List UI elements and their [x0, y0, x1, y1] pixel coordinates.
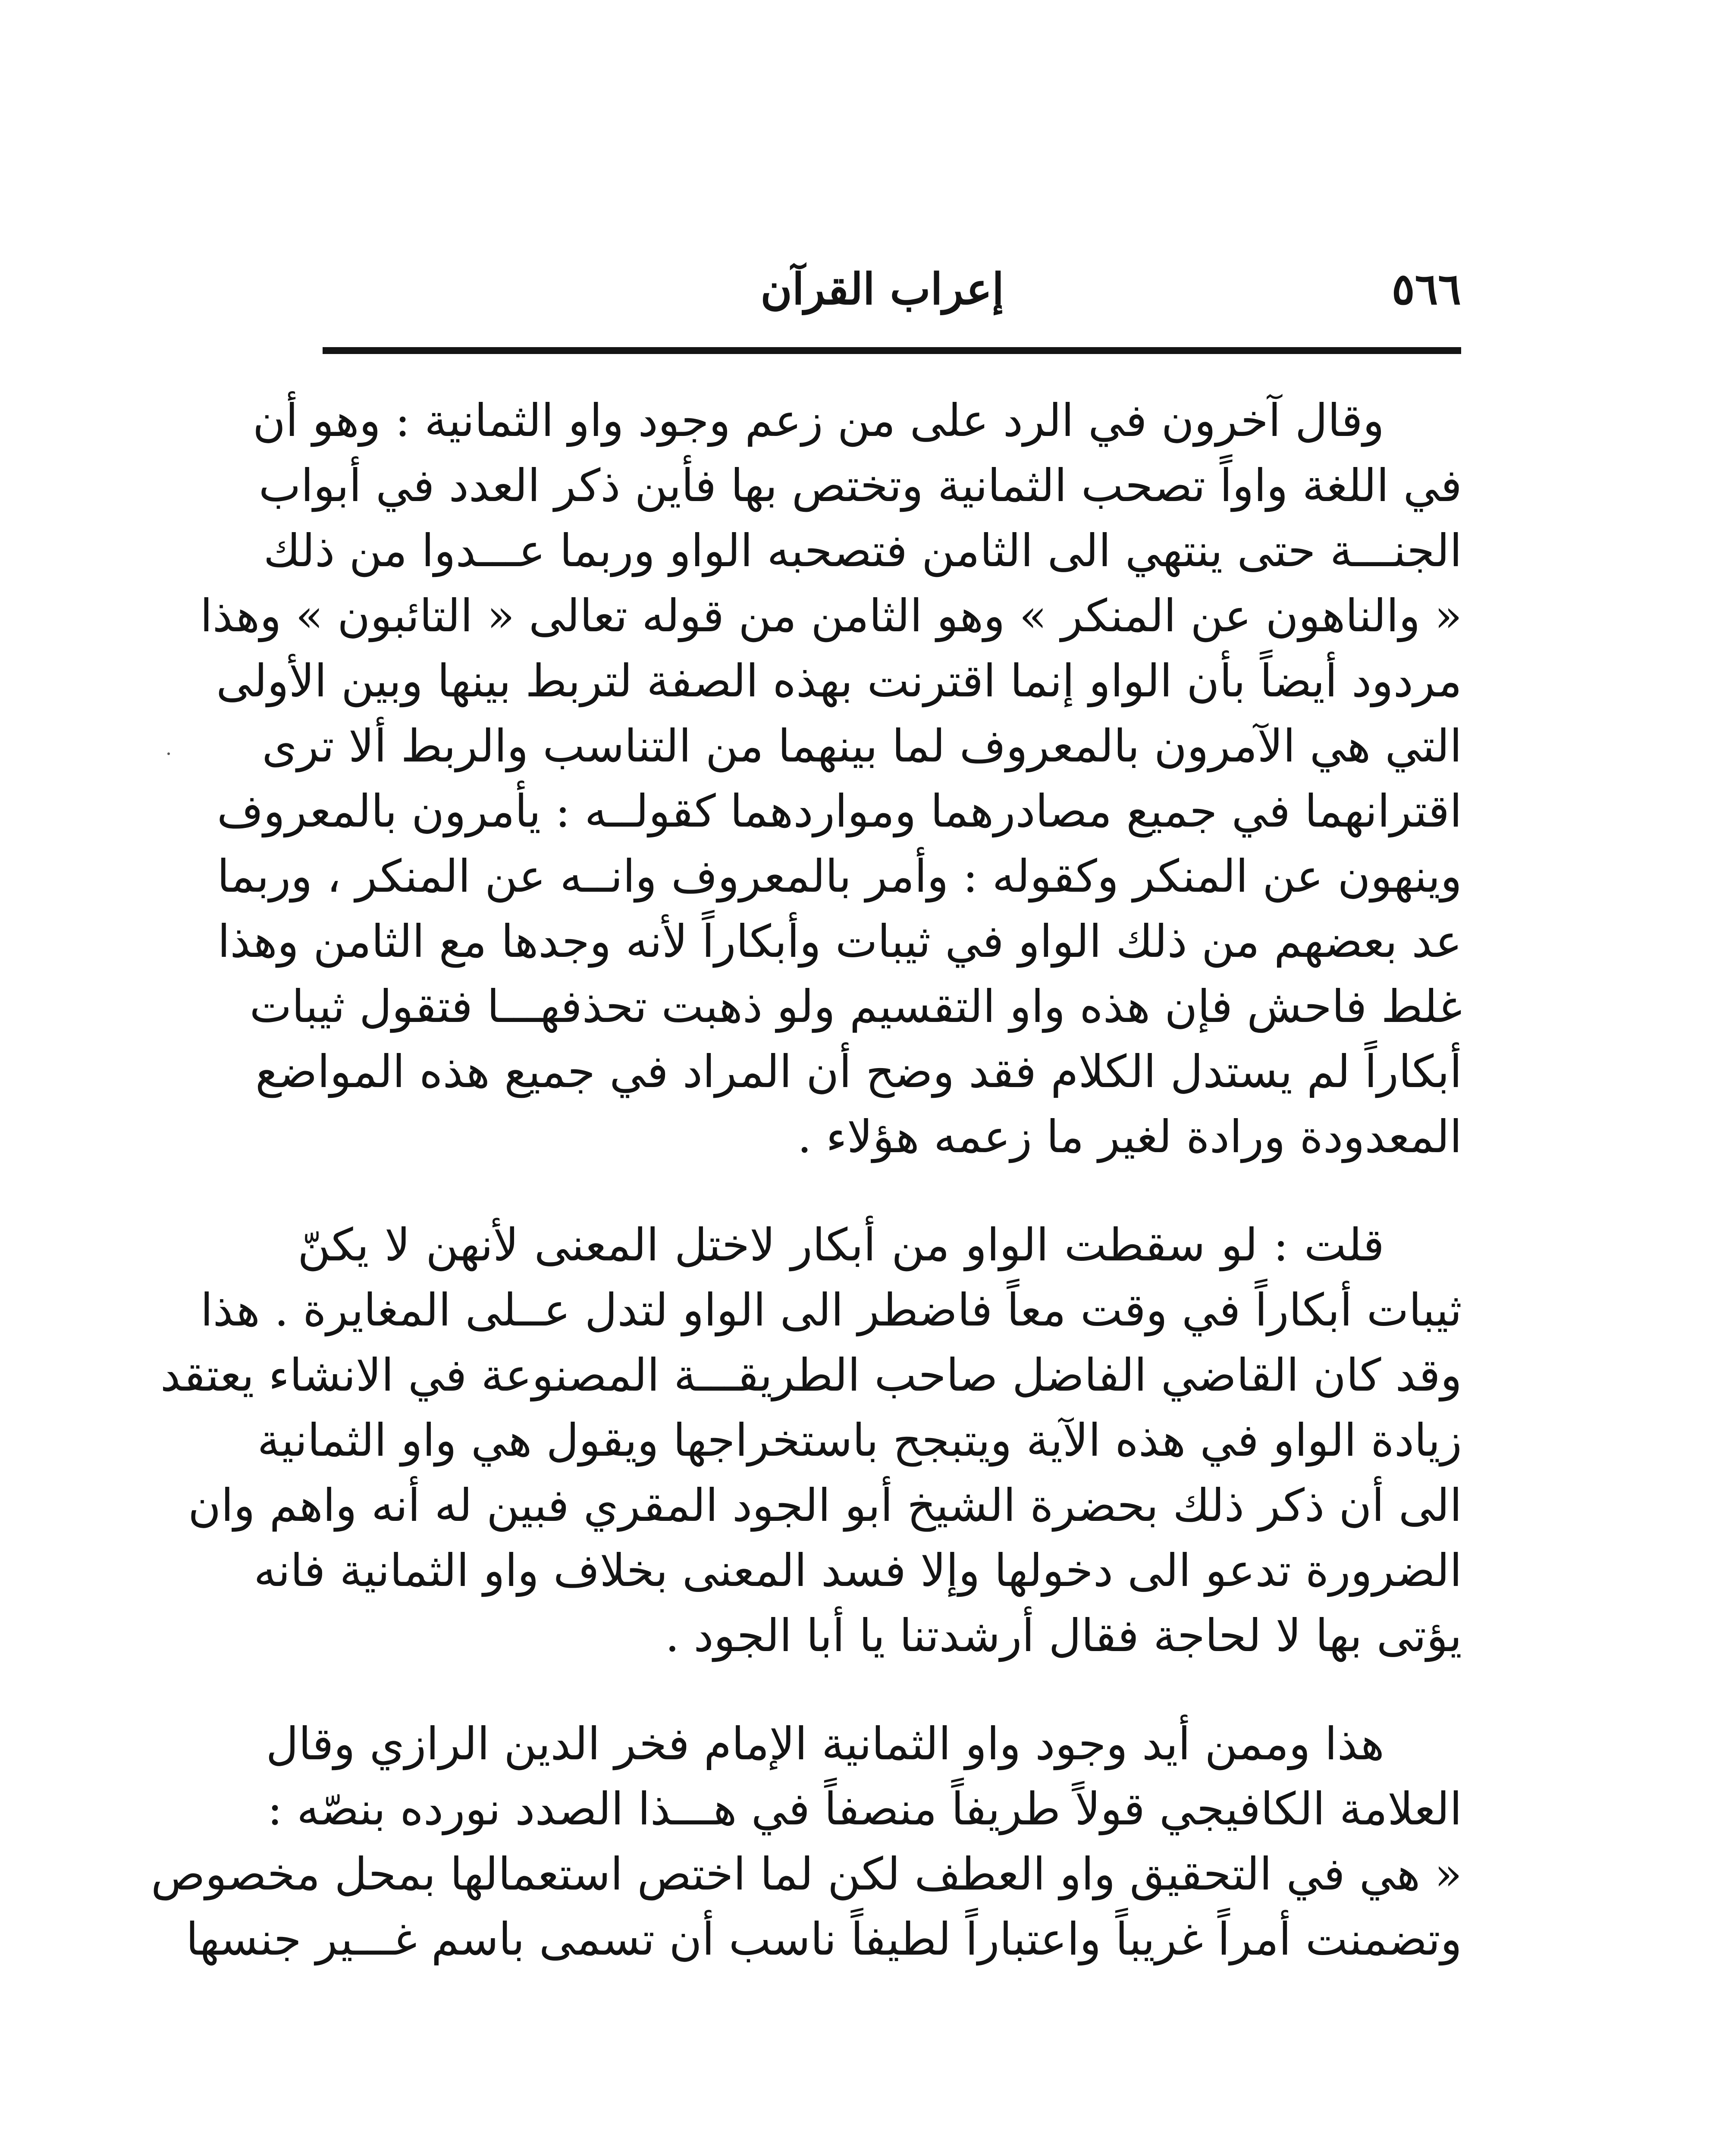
page-header — [323, 250, 1461, 328]
running-title: إعراب القرآن — [760, 263, 1004, 314]
body-text — [151, 388, 1462, 1972]
text-line: أبكاراً لم يستدل الكلام فقد وضح أن المراد في جميع هذه المواضع — [255, 1045, 1462, 1098]
text-line: العلامة الكافيجي قولاً طريفاً منصفاً في هـــذا الصدد نورده بنصّه : — [267, 1783, 1462, 1835]
text-line: هذا وممن أيد وجود واو الثمانية الإمام فخر الدين الرازي وقال — [266, 1717, 1384, 1770]
header-rule — [323, 347, 1461, 354]
text-line: غلط فاحش فإن هذه واو التقسيم ولو ذهبت تحذفهـــا فتقول ثيبات — [249, 980, 1462, 1033]
text-line: ثيبات أبكاراً في وقت معاً فاضطر الى الواو لتدل عــلى المغايرة . هذا — [200, 1284, 1462, 1336]
text-line: في اللغة واواً تصحب الثمانية وتختص بها فأين ذكر العدد في أبواب — [258, 459, 1462, 512]
text-line: زيادة الواو في هذه الآية ويتبجح باستخراجها ويقول هي واو الثمانية — [257, 1414, 1462, 1467]
text-line: « هي في التحقيق واو العطف لكن لما اختص استعمالها بمحل مخصوص — [151, 1848, 1462, 1900]
text-line: وتضمنت أمراً غريباً واعتباراً لطيفاً ناسب أن تسمى باسم غـــير جنسها — [186, 1913, 1462, 1965]
text-line: اقترانهما في جميع مصادرهما ومواردهما كقولــه : يأمرون بالمعروف — [216, 785, 1462, 837]
text-line: التي هي الآمرون بالمعروف لما بينهما من التناسب والربط ألا ترى — [262, 720, 1462, 772]
text-line: قلت : لو سقطت الواو من أبكار لاختل المعنى لأنهن لا يكنّ — [298, 1219, 1384, 1271]
text-line: يؤتى بها لا لحاجة فقال أرشدتنا يا أبا الجود . — [665, 1609, 1462, 1662]
paragraph — [160, 1213, 1462, 1668]
text-line: عد بعضهم من ذلك الواو في ثيبات وأبكاراً لأنه وجدها مع الثامن وهذا — [217, 915, 1462, 968]
text-line: المعدودة ورادة لغير ما زعمه هؤلاء . — [797, 1110, 1462, 1163]
paragraph — [151, 1711, 1462, 1972]
text-line: وقال آخرون في الرد على من زعم وجود واو الثمانية : وهو أن — [252, 394, 1384, 447]
text-line: وقد كان القاضي الفاضل صاحب الطريقـــة المصنوعة في الانشاء يعتقد — [160, 1349, 1462, 1401]
text-line: الضرورة تدعو الى دخولها وإلا فسد المعنى بخلاف واو الثمانية فانه — [254, 1544, 1462, 1597]
paragraph-gap — [298, 1169, 1462, 1213]
text-line: وينهون عن المنكر وكقوله : وأمر بالمعروف وانــه عن المنكر ، وربما — [217, 850, 1462, 903]
paragraph — [200, 388, 1462, 1169]
scan-speck — [167, 752, 170, 755]
text-line: مردود أيضاً بأن الواو إنما اقترنت بهذه الصفة لتربط بينها وبين الأولى — [216, 655, 1462, 707]
text-line: « والناهون عن المنكر » وهو الثامن من قوله تعالى « التائبون » وهذا — [200, 589, 1462, 642]
paragraph-gap — [298, 1668, 1462, 1711]
text-line: الجنـــة حتى ينتهي الى الثامن فتصحبه الواو وربما عـــدوا من ذلك — [263, 524, 1462, 577]
page-number: ٥٦٦ — [1391, 263, 1461, 314]
text-line: الى أن ذكر ذلك بحضرة الشيخ أبو الجود المقري فبين له أنه واهم وان — [188, 1479, 1462, 1532]
